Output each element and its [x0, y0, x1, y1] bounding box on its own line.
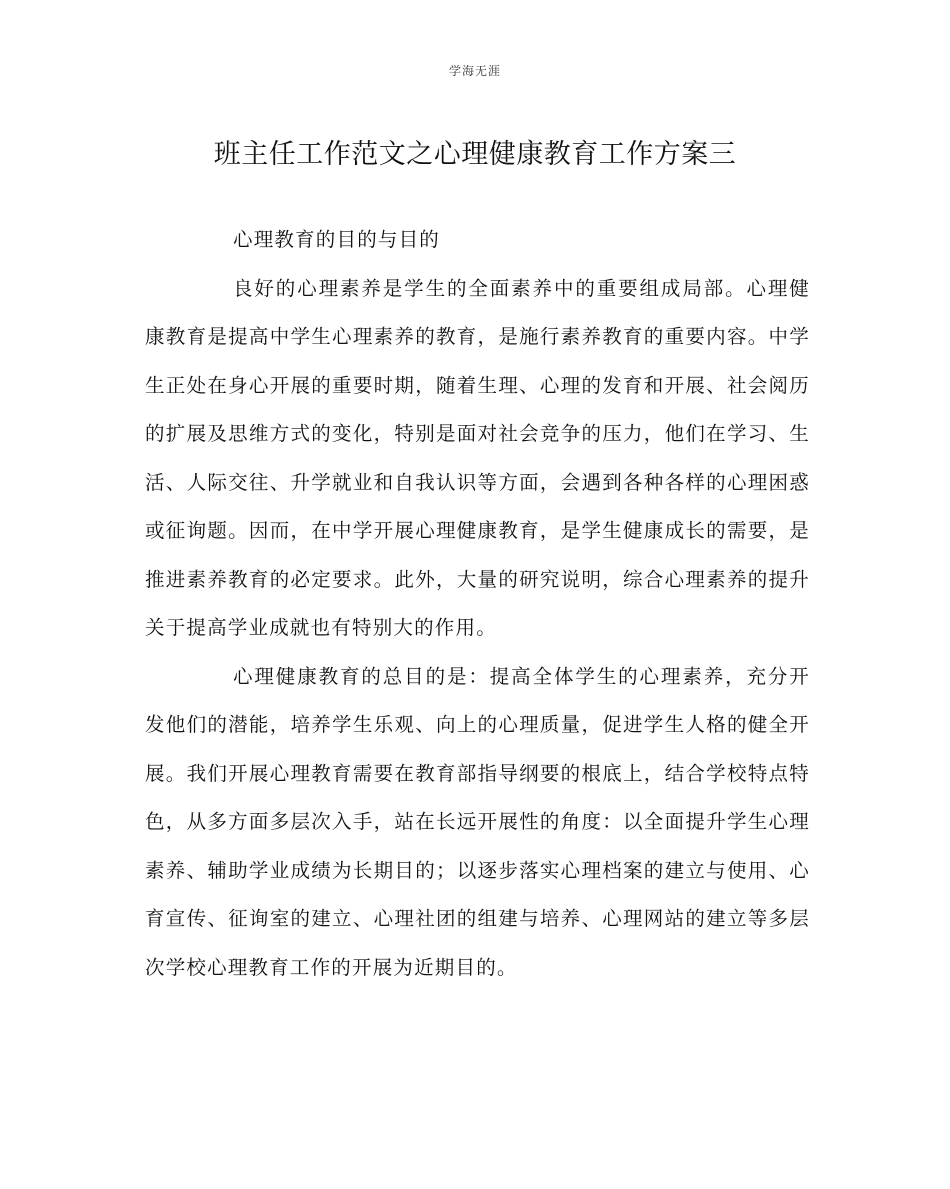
- body-paragraph: 心理健康教育的总目的是：提高全体学生的心理素养，充分开发他们的潜能，培养学生乐观、向上的心理质量，促进学生人格的健全开展。我们开展心理教育需要在教育部指导纲要的根底上，结合学校特点特色，从多方面多层次入手，站在长远开展性的角度：以全面提升学生心理素养、辅助学业成绩为长期目的；以逐步落实心理档案的建立与使用、心育宣传、征询室的建立、心理社团的组建与培养、心理网站的建立等多层次学校心理教育工作的开展为近期目的。: [145, 664, 810, 979]
- body-paragraph: 良好的心理素养是学生的全面素养中的重要组成局部。心理健康教育是提高中学生心理素养的教育，是施行素养教育的重要内容。中学生正处在身心开展的重要时期，随着生理、心理的发育和开展、社会阅历的扩展及思维方式的变化，特别是面对社会竞争的压力，他们在学习、生活、人际交往、升学就业和自我认识等方面，会遇到各种各样的心理困惑或征询题。因而，在中学开展心理健康教育，是学生健康成长的需要，是推进素养教育的必定要求。此外，大量的研究说明，综合心理素养的提升关于提高学业成就也有特别大的作用。: [145, 276, 810, 639]
- page-header: 学海无涯: [448, 64, 501, 78]
- section-heading: 心理教育的目的与目的: [233, 228, 441, 251]
- document-title: 班主任工作范文之心理健康教育工作方案三: [213, 139, 737, 170]
- document-body: [145, 216, 810, 992]
